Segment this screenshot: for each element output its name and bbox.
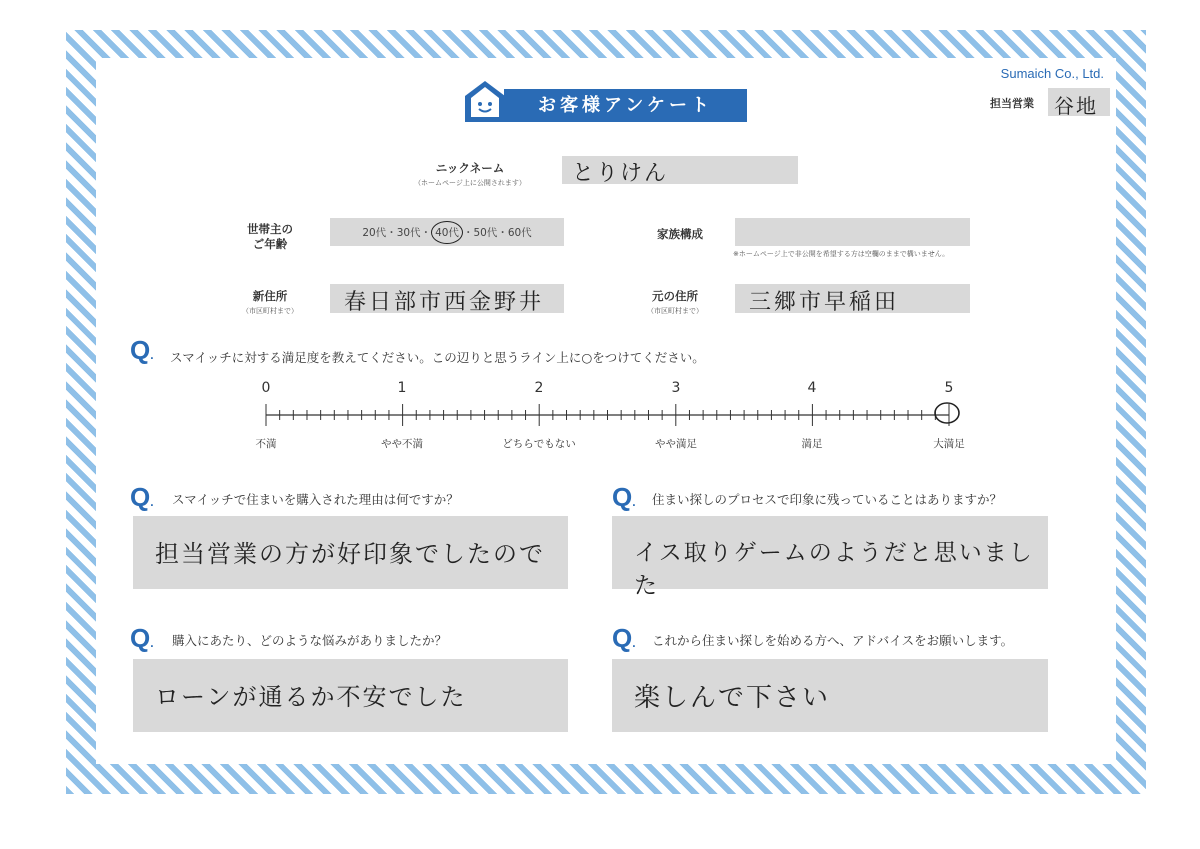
q-mark-2: Q. [612, 482, 636, 512]
age-option-60: 60代 [507, 226, 532, 239]
age-separator: ・ [462, 226, 474, 239]
new-address-label: 新住所 （市区町村まで） [225, 288, 315, 316]
q1-answer: 担当営業の方が好印象でしたので [155, 540, 545, 568]
nickname-field [562, 156, 798, 184]
scale-label: どちらでもない [502, 438, 576, 450]
q4-question: これから住まい探しを始める方へ、アドバイスをお願いします。 [652, 633, 1014, 648]
q-mark-satisfaction: Q. [130, 335, 154, 365]
q4-answer: 楽しんで下さい [634, 683, 831, 713]
q1-question: スマイッチで住まいを購入された理由は何ですか？ [172, 492, 459, 507]
age-options [330, 218, 564, 246]
new-address-field [330, 284, 564, 313]
scale-number: 1 [397, 380, 407, 396]
family-note: ※ホームページ上で非公開を希望する方は空欄のままで構いません。 [733, 250, 950, 258]
old-address-label: 元の住所 （市区町村まで） [630, 288, 720, 316]
title-banner [464, 80, 747, 122]
scale-number: 4 [807, 380, 817, 396]
scale-number: 2 [534, 380, 544, 396]
q2-answer-box [612, 516, 1048, 599]
q3-question: 購入にあたり、どのような悩みがありましたか？ [172, 633, 448, 648]
q1-answer-box [133, 516, 568, 589]
survey-title: お客様アンケート [504, 89, 747, 122]
age-option-20: 20代 [362, 226, 387, 239]
age-separator: ・ [420, 226, 432, 239]
house-icon [464, 80, 506, 122]
age-separator: ・ [386, 226, 397, 239]
scale-label: 大満足 [933, 438, 965, 450]
old-address-value: 三郷市早稲田 [749, 290, 900, 315]
new-address-value: 春日部市西金野井 [344, 290, 545, 315]
age-separator: ・ [497, 226, 508, 239]
family-field [735, 218, 970, 246]
scale-label: 不満 [255, 438, 277, 450]
q3-answer-box [133, 659, 568, 732]
sales-rep-label: 担当営業 [990, 97, 1034, 110]
scale-label: やや不満 [381, 438, 423, 450]
sales-rep-field [1048, 88, 1110, 116]
old-address-field [735, 284, 970, 313]
scale-number: 0 [261, 380, 271, 396]
age-label: 世帯主の ご年齢 [247, 222, 293, 251]
age-option-40: 40代 [431, 221, 463, 244]
scale-number: 3 [671, 380, 681, 396]
q4-answer-box [612, 659, 1048, 732]
nickname-note: （ホームページ上に公開されます） [414, 179, 526, 187]
satisfaction-question: スマイッチに対する満足度を教えてください。この辺りと思うライン上に○をつけてください。 [170, 350, 705, 365]
scale-label: やや満足 [655, 438, 697, 450]
family-label: 家族構成 [657, 227, 703, 241]
company-name: Sumaich Co., Ltd. [1000, 66, 1104, 81]
q3-answer: ローンが通るか不安でした [155, 683, 467, 711]
age-option-50: 50代 [473, 226, 498, 239]
q-mark-1: Q. [130, 482, 154, 512]
nickname-label: ニックネーム （ホームページ上に公開されます） [405, 160, 535, 188]
q2-answer: イス取りゲームのようだと思いました [634, 540, 1034, 599]
new-address-note: （市区町村まで） [242, 307, 298, 315]
q-mark-3: Q. [130, 623, 154, 653]
nickname-value: とりけん [572, 161, 669, 186]
scale-label: 満足 [801, 438, 823, 450]
age-option-30: 30代 [396, 226, 421, 239]
old-address-note: （市区町村まで） [647, 307, 703, 315]
q-mark-4: Q. [612, 623, 636, 653]
sales-rep-value: 谷地 [1054, 94, 1098, 118]
q2-question: 住まい探しのプロセスで印象に残っていることはありますか？ [652, 492, 1003, 507]
age-field [330, 218, 564, 246]
scale-number: 5 [944, 380, 954, 396]
